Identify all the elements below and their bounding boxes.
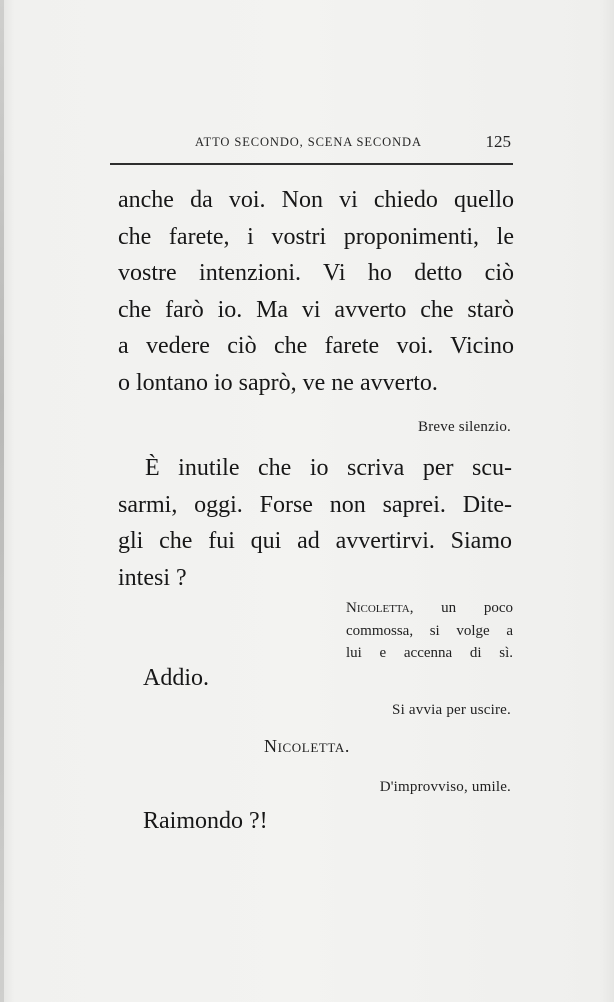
paragraph-line: a vedere ciò che farete voi. Vicino <box>118 333 514 359</box>
paragraph-1 <box>118 182 514 401</box>
page-number: 125 <box>485 132 511 151</box>
dialogue-raimondo: Raimondo ?! <box>143 808 268 834</box>
paragraph-line: anche da voi. Non vi chiedo quello <box>118 187 514 213</box>
paragraph-line: gli che fui qui ad avvertirvi. Siamo <box>118 528 512 554</box>
paragraph-line: intesi ? <box>118 564 187 591</box>
paragraph-line: È inutile che io scriva per scu- <box>145 455 512 481</box>
paragraph-line: o lontano io saprò, ve ne avverto. <box>118 369 438 396</box>
paragraph-line: che farete, i vostri proponimenti, le <box>118 223 514 250</box>
stage-direction-text: , un poco <box>409 600 513 616</box>
stage-direction-line <box>346 597 513 620</box>
page-binding-edge <box>0 0 4 1002</box>
speaker-name: Nicoletta. <box>264 736 350 756</box>
stage-direction-exit: Si avvia per uscire. <box>392 702 511 718</box>
dialogue-addio: Addio. <box>143 665 209 691</box>
header-rule <box>110 163 513 165</box>
stage-direction-humble: D'improvviso, umile. <box>379 779 511 795</box>
stage-direction-silence: Breve silenzio. <box>418 419 511 435</box>
paragraph-line: vostre intenzioni. Vi ho detto ciò <box>118 260 514 286</box>
stage-direction-nicoletta <box>346 597 513 665</box>
paragraph-2 <box>118 450 512 596</box>
running-header <box>195 132 515 156</box>
paragraph-line: che farò io. Ma vi avverto che starò <box>118 296 514 323</box>
character-name: Nicoletta <box>346 600 410 616</box>
running-title: ATTO SECONDO, SCENA SECONDA <box>195 135 422 149</box>
paragraph-line: sarmi, oggi. Forse non saprei. Dite- <box>118 491 512 518</box>
stage-direction-line: commossa, si volge a <box>346 622 513 639</box>
stage-direction-line: lui e accenna di sì. <box>346 645 513 661</box>
